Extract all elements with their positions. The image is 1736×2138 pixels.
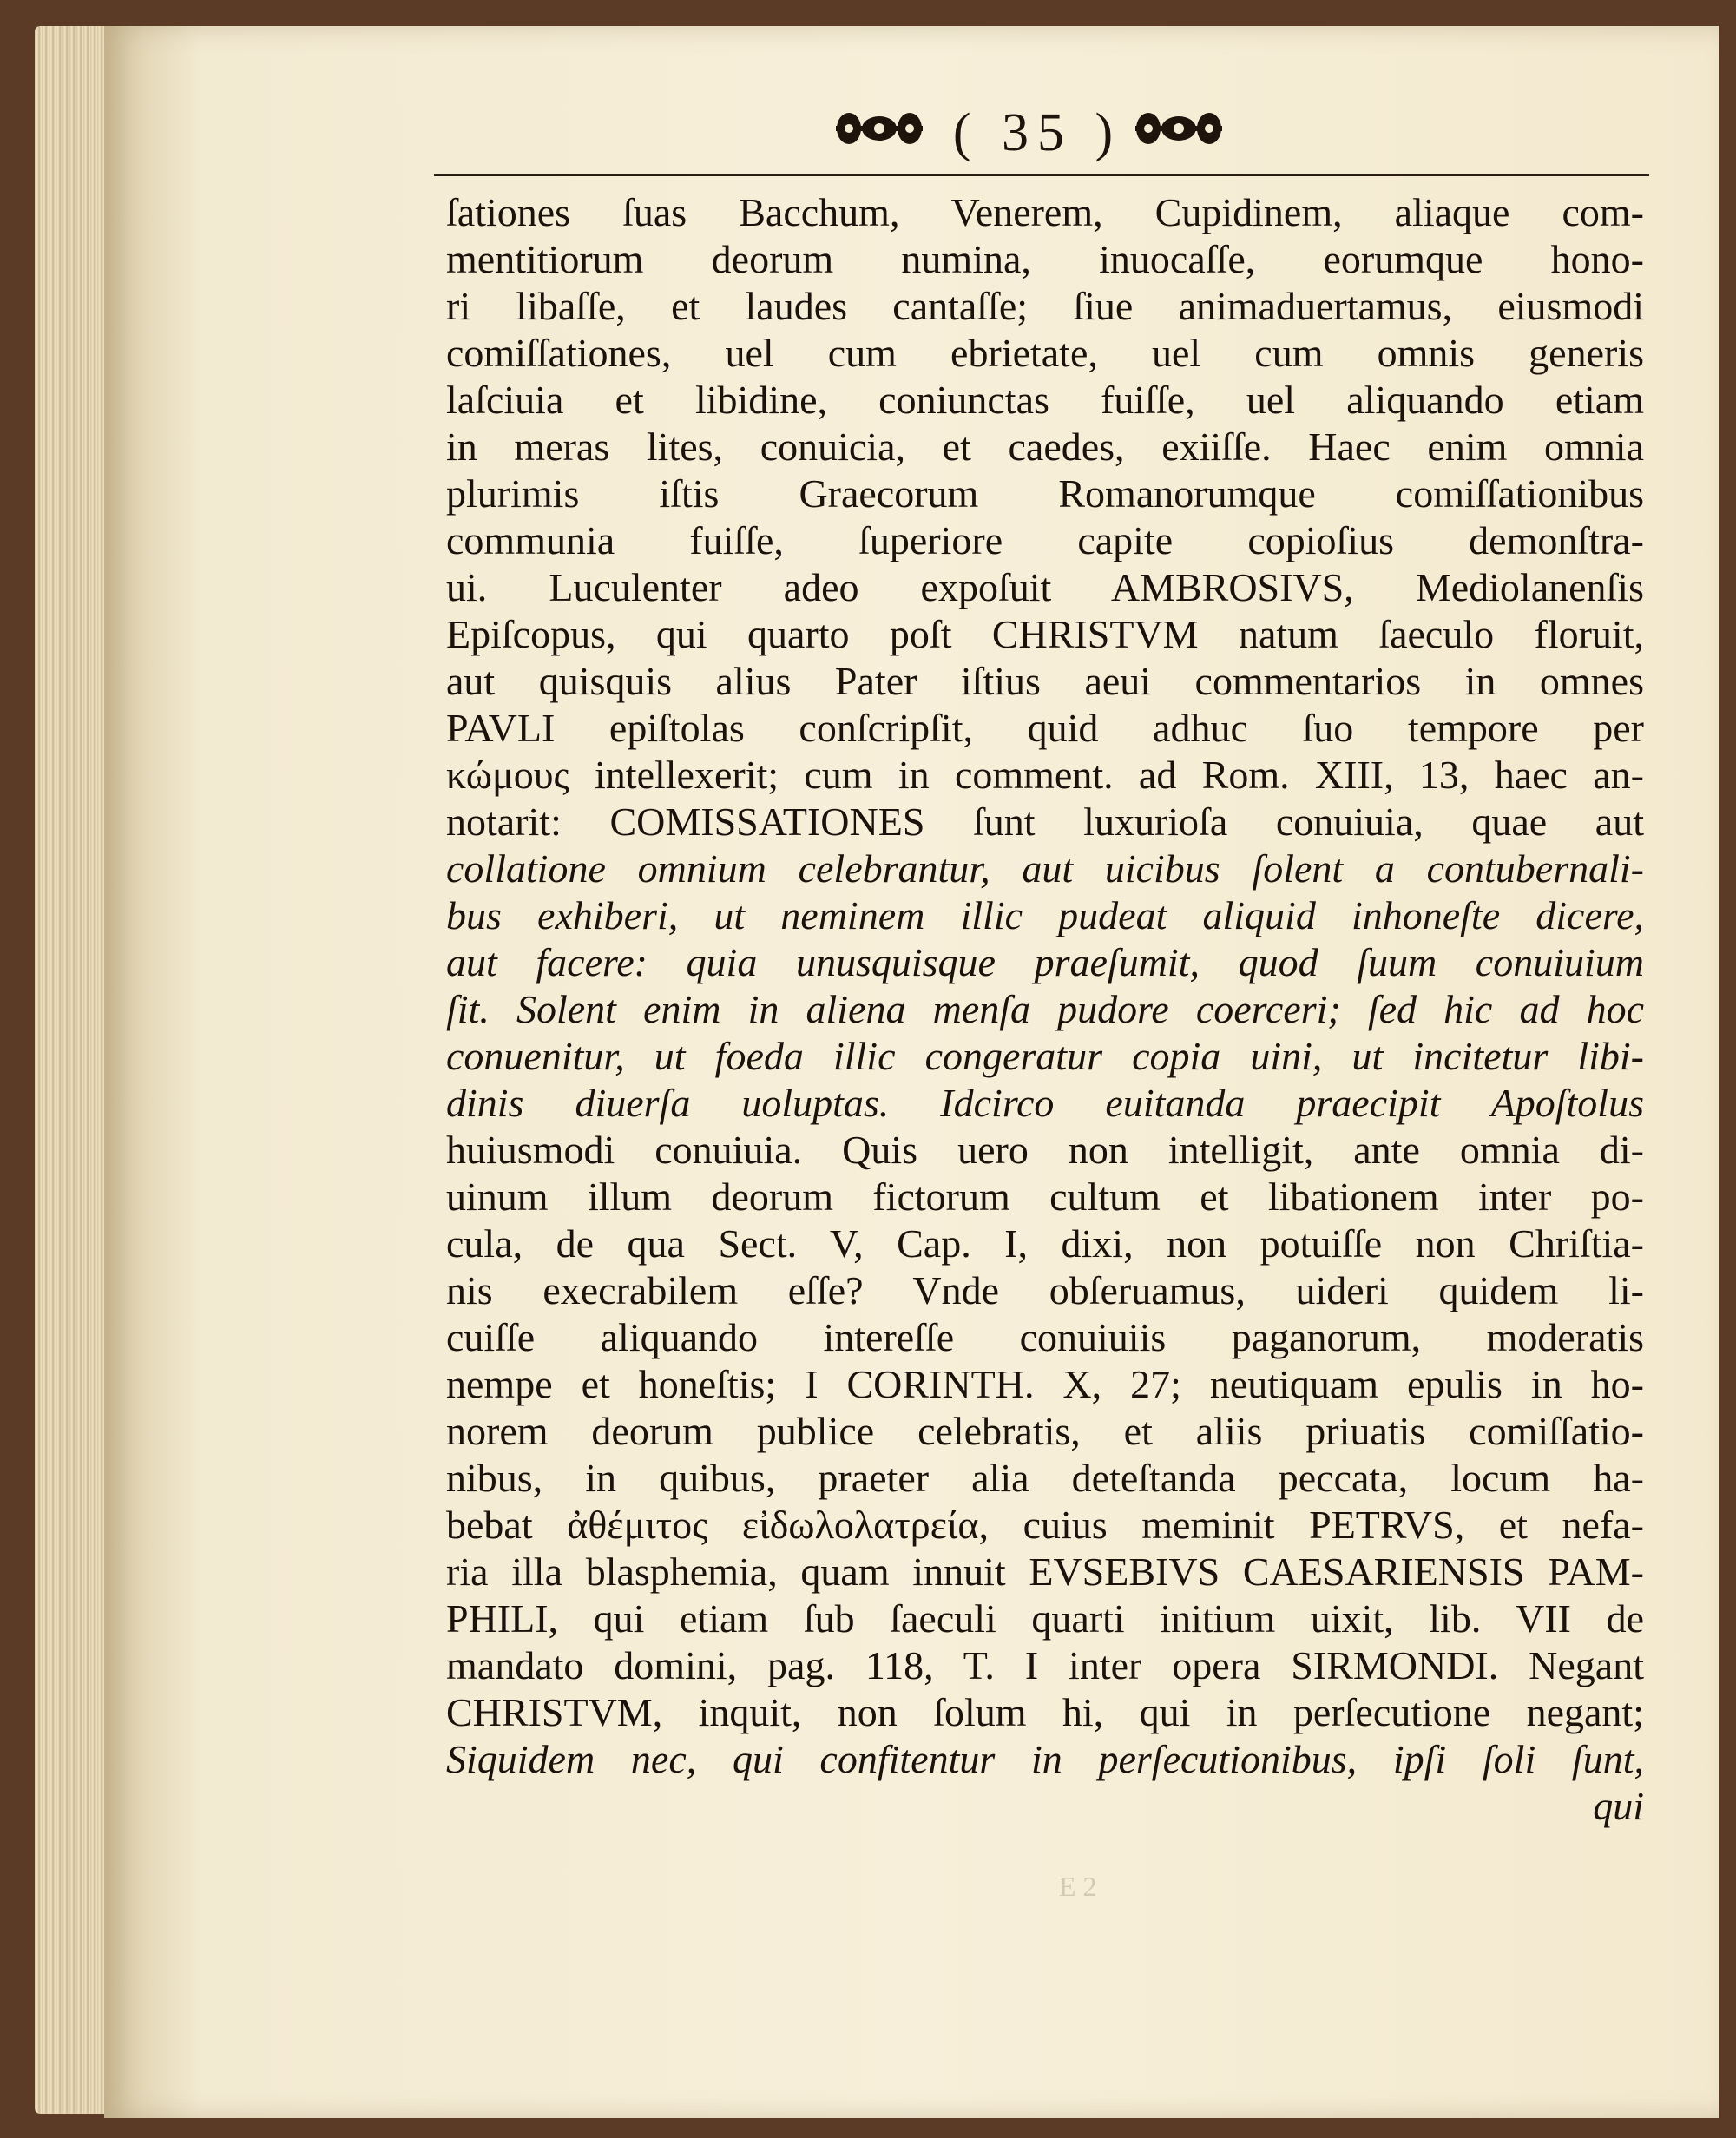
signature-mark: E 2 [1059,1871,1097,1902]
text-line: aut quisquis alius Pater iſtius aeui commentarios in omnes [446,659,1644,703]
text-line: PAVLI epiſtolas conſcripſit, quid adhuc ſuo tempore per [446,706,1644,750]
text-line: CHRISTVM, inquit, non ſolum hi, qui in perſecutione negant; [446,1690,1644,1734]
text-line: ſit. Solent enim in aliena menſa pudore coerceri; ſed hic ad hoc [446,987,1644,1031]
text-line: nis execrabilem eſſe? Vnde obſeruamus, uideri quidem li- [446,1268,1644,1312]
text-line: Epiſcopus, qui quarto poſt CHRISTVM natum ſaeculo floruit, [446,612,1644,656]
text-line: PHILI, qui etiam ſub ſaeculi quarti initium uixit, lib. VII de [446,1596,1644,1641]
text-line: nempe et honeſtis; I CORINTH. X, 27; neutiquam epulis in ho- [446,1362,1644,1406]
text-line: cuiſſe aliquando intereſſe conuiuiis paganorum, moderatis [446,1315,1644,1359]
text-line: aut facere: quia unusquisque praeſumit, quod ſuum conuiuium [446,940,1644,984]
text-line: norem deorum publice celebratis, et aliis priuatis comiſſatio- [446,1409,1644,1453]
text-line: ria illa blasphemia, quam innuit EVSEBIVS CAESARIENSIS PAM- [446,1549,1644,1594]
text-line: notarit: COMISSATIONES ſunt luxurioſa conuiuia, quae aut [446,799,1644,844]
text-line: uinum illum deorum fictorum cultum et libationem inter po- [446,1174,1644,1219]
text-line: cula, de qua Sect. V, Cap. I, dixi, non potuiſſe non Chriſtia- [446,1221,1644,1266]
text-line: bebat ἀθέμιτος εἰδωλολατρεία, cuius meminit PETRVS, et nefa- [446,1503,1644,1547]
text-line: bus exhiberi, ut neminem illic pudeat aliquid inhoneſte dicere, [446,893,1644,937]
text-line: κώμους intellexerit; cum in comment. ad Rom. XIII, 13, haec an- [446,753,1644,797]
text-line: comiſſationes, uel cum ebrietate, uel cum omnis generis [446,331,1644,375]
text-line: plurimis iſtis Graecorum Romanorumque comiſſationibus [446,471,1644,516]
text-line: mandato domini, pag. 118, T. I inter opera SIRMONDI. Negant [446,1643,1644,1687]
page-number: ( 35 ) [952,103,1122,162]
text-line: dinis diuerſa uoluptas. Idcirco euitanda praecipit Apoſtolus [446,1081,1644,1125]
text-line: nibus, in quibus, praeter alia deteſtanda peccata, locum ha- [446,1456,1644,1500]
fleuron-left-icon [829,102,929,155]
text-line: collatione omnium celebrantur, aut uicibus ſolent a contubernali- [446,846,1644,891]
text-line: ui. Luculenter adeo expoſuit AMBROSIVS, Mediolanenſis [446,565,1644,609]
text-line: mentitiorum deorum numina, inuocaſſe, eorumque hono- [446,237,1644,281]
text-line: laſciuia et libidine, coniunctas fuiſſe, uel aliquando etiam [446,378,1644,422]
fleuron-right-icon [1128,102,1228,155]
text-line: Siquidem nec, qui confitentur in perſecutionibus, ipſi ſoli ſunt, [446,1737,1644,1781]
text-line: huiusmodi conuiuia. Quis uero non intelligit, ante omnia di- [446,1128,1644,1172]
text-line: ri libaſſe, et laudes cantaſſe; ſiue animaduertamus, eiusmodi [446,284,1644,328]
body-text [446,189,1644,1830]
catchword: qui [1593,1784,1644,1828]
page-header [434,102,1649,172]
text-line: in meras lites, conuicia, et caedes, exiiſſe. Haec enim omnia [446,424,1644,469]
text-line: ſationes ſuas Bacchum, Venerem, Cupidinem, aliaque com- [446,190,1644,234]
text-line: conuenitur, ut foeda illic congeratur copia uini, ut incitetur libi- [446,1034,1644,1078]
text-line: communia fuiſſe, ſuperiore capite copioſius demonſtra- [446,518,1644,562]
header-rule [434,174,1649,176]
